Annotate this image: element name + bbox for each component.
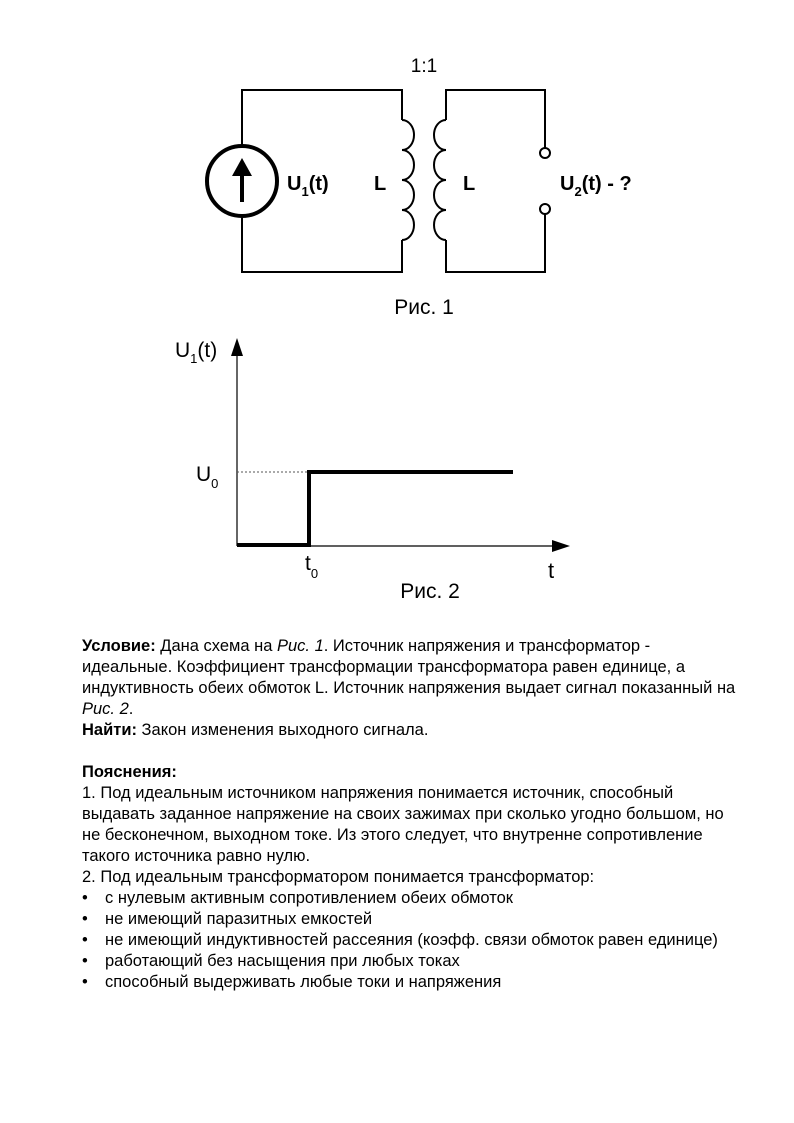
list-item: • с нулевым активным сопротивлением обеих обмоток bbox=[82, 889, 514, 907]
x-axis-arrow-icon bbox=[552, 540, 570, 552]
note-1: 1. Под идеальным источником напряжения понимается источник, способный выдавать заданное напряжение на своих зажимах при сколько угодно большом, но не бесконечном, выходном токе. Из этого следует, что внутренне сопротивление такого источника равно нулю. bbox=[82, 784, 724, 865]
figure-1-reference: Рис. 1 bbox=[276, 637, 324, 655]
secondary-coil bbox=[434, 120, 446, 240]
t0-tick-label: $t_0$ bbox=[305, 552, 319, 581]
primary-coil bbox=[402, 120, 414, 240]
condition-paragraph: Условие: Дана схема на Рис. 1. Источник напряжения и трансформатор - идеальные. Коэффициент трансформации трансформатора равен единице, а индуктивность обеих обмоток L. Источник напряжения выдает сигнал показанный на Рис. 2. bbox=[82, 637, 736, 718]
output-voltage-label: $U_2(t)$ - ? bbox=[560, 173, 632, 199]
y-axis-label: $U_1(t)$ bbox=[175, 339, 218, 366]
note-2: 2. Под идеальным трансформатором понимается трансформатор: bbox=[82, 868, 595, 886]
signal-curve bbox=[237, 472, 513, 545]
problem-text bbox=[82, 636, 742, 993]
y-axis-arrow-icon bbox=[231, 338, 243, 356]
figure-2-caption: Рис. 2 bbox=[400, 580, 460, 603]
find-label: Найти: bbox=[82, 721, 137, 739]
condition-label: Условие: bbox=[82, 637, 156, 655]
figure-1-caption: Рис. 1 bbox=[394, 296, 454, 319]
transformer-properties-list bbox=[82, 888, 742, 993]
x-axis-label: t bbox=[548, 558, 555, 583]
notes-heading: Пояснения: bbox=[82, 763, 177, 781]
figure-2-reference: Рис. 2 bbox=[82, 700, 129, 718]
u0-tick-label: $U_0$ bbox=[196, 463, 219, 491]
source-voltage-label: $U_1(t)$ bbox=[287, 173, 329, 199]
list-item: • способный выдерживать любые токи и напряжения bbox=[82, 973, 502, 991]
primary-inductance-label: L bbox=[374, 173, 387, 195]
secondary-wire bbox=[446, 90, 545, 272]
output-terminal-bottom bbox=[540, 204, 550, 214]
signal-plot bbox=[231, 338, 570, 552]
find-paragraph: Найти: Закон изменения выходного сигнала. bbox=[82, 721, 429, 739]
secondary-inductance-label: L bbox=[463, 173, 476, 195]
list-item: • не имеющий паразитных емкостей bbox=[82, 910, 373, 928]
output-terminal-top bbox=[540, 148, 550, 158]
source-arrow-icon bbox=[232, 158, 252, 202]
list-item: • не имеющий индуктивностей рассеяния (коэфф. связи обмоток равен единице) bbox=[82, 931, 718, 949]
list-item: • работающий без насыщения при любых токах bbox=[82, 952, 460, 970]
turns-ratio-label: 1:1 bbox=[410, 56, 438, 77]
